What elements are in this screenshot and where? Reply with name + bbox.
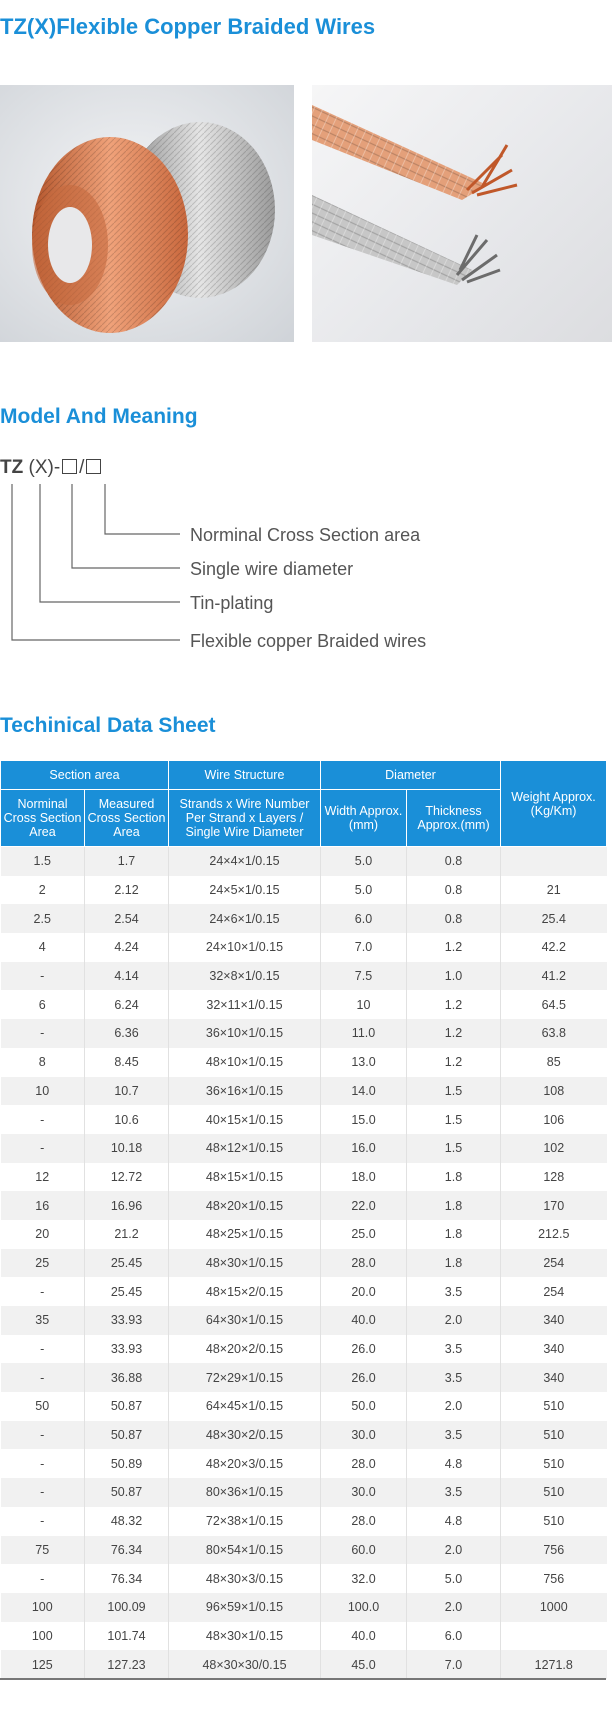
cell-weight: 1000 [501,1593,607,1622]
cell-measured-area: 16.96 [85,1191,169,1220]
table-row [1,1048,607,1077]
cell-width: 22.0 [321,1191,407,1220]
header-diameter: Diameter [321,761,501,790]
header-thickness: Thickness Approx.(mm) [407,790,501,847]
cell-measured-area: 21.2 [85,1220,169,1249]
table-row [1,1277,607,1306]
page-title: TZ(X)Flexible Copper Braided Wires [0,14,376,39]
table-row [1,904,607,933]
cell-thickness: 1.2 [407,933,501,962]
table-row [1,1105,607,1134]
cell-measured-area: 50.87 [85,1421,169,1450]
cell-wire-structure: 24×6×1/0.15 [169,904,321,933]
placeholder-box-wire-diameter [62,459,77,474]
table-row [1,1019,607,1048]
cell-measured-area: 1.7 [85,847,169,876]
cell-wire-structure: 48×30×1/0.15 [169,1622,321,1651]
cell-width: 15.0 [321,1105,407,1134]
cell-wire-structure: 80×54×1/0.15 [169,1536,321,1565]
cell-measured-area: 33.93 [85,1335,169,1364]
cell-wire-structure: 64×30×1/0.15 [169,1306,321,1335]
cell-wire-structure: 48×25×1/0.15 [169,1220,321,1249]
cell-width: 50.0 [321,1392,407,1421]
header-width: Width Approx.(mm) [321,790,407,847]
cell-wire-structure: 96×59×1/0.15 [169,1593,321,1622]
cell-measured-area: 10.6 [85,1105,169,1134]
cell-wire-structure: 48×20×1/0.15 [169,1191,321,1220]
technical-data-table [0,760,607,1679]
cell-wire-structure: 48×15×1/0.15 [169,1163,321,1192]
cell-width: 26.0 [321,1363,407,1392]
cell-thickness: 5.0 [407,1564,501,1593]
cell-nominal-area: - [1,1421,85,1450]
table-row [1,1163,607,1192]
cell-measured-area: 100.09 [85,1593,169,1622]
table-row [1,1191,607,1220]
table-bottom-rule [0,1678,606,1680]
cell-weight: 41.2 [501,962,607,991]
cell-measured-area: 2.12 [85,876,169,905]
cell-nominal-area: 1.5 [1,847,85,876]
cell-measured-area: 76.34 [85,1564,169,1593]
cell-thickness: 1.2 [407,990,501,1019]
table-row [1,990,607,1019]
table-row [1,1335,607,1364]
cell-measured-area: 101.74 [85,1622,169,1651]
cell-weight: 340 [501,1335,607,1364]
product-photo-strips [312,85,612,342]
header-nominal-area: Norminal Cross Section Area [1,790,85,847]
product-photo-rolls [0,85,294,342]
cell-thickness: 1.5 [407,1105,501,1134]
cell-measured-area: 10.18 [85,1134,169,1163]
cell-thickness: 1.2 [407,1048,501,1077]
table-row [1,1134,607,1163]
cell-weight: 64.5 [501,990,607,1019]
table-row [1,962,607,991]
cell-measured-area: 25.45 [85,1277,169,1306]
cell-width: 30.0 [321,1421,407,1450]
table-row [1,1622,607,1651]
cell-nominal-area: - [1,1134,85,1163]
cell-wire-structure: 32×11×1/0.15 [169,990,321,1019]
cell-width: 60.0 [321,1536,407,1565]
model-connector-lines [0,476,200,676]
cell-weight: 42.2 [501,933,607,962]
legend-wire-diameter: Single wire diameter [190,559,354,579]
cell-nominal-area: - [1,1105,85,1134]
cell-nominal-area: - [1,962,85,991]
cell-thickness: 1.0 [407,962,501,991]
cell-thickness: 3.5 [407,1277,501,1306]
cell-measured-area: 25.45 [85,1249,169,1278]
model-code-separator: / [79,457,85,478]
cell-weight: 212.5 [501,1220,607,1249]
cell-nominal-area: - [1,1335,85,1364]
cell-width: 40.0 [321,1306,407,1335]
cell-width: 7.5 [321,962,407,991]
cell-measured-area: 4.24 [85,933,169,962]
cell-thickness: 6.0 [407,1622,501,1651]
legend-nominal-area: Norminal Cross Section area [190,525,421,545]
cell-weight: 254 [501,1249,607,1278]
cell-thickness: 7.0 [407,1650,501,1679]
cell-measured-area: 33.93 [85,1306,169,1335]
cell-measured-area: 76.34 [85,1536,169,1565]
cell-weight: 510 [501,1421,607,1450]
cell-width: 28.0 [321,1249,407,1278]
braided-wire-strips-illustration [312,85,612,342]
table-row [1,1507,607,1536]
cell-measured-area: 6.24 [85,990,169,1019]
header-structure: Strands x Wire Number Per Strand x Layers / Single Wire Diameter [169,790,321,847]
cell-thickness: 1.8 [407,1163,501,1192]
cell-nominal-area: 2 [1,876,85,905]
cell-thickness: 4.8 [407,1507,501,1536]
cell-nominal-area: 50 [1,1392,85,1421]
table-row [1,1220,607,1249]
cell-nominal-area: - [1,1363,85,1392]
cell-thickness: 3.5 [407,1363,501,1392]
cell-nominal-area: 100 [1,1593,85,1622]
cell-nominal-area: - [1,1277,85,1306]
cell-nominal-area: 10 [1,1077,85,1106]
table-row [1,933,607,962]
cell-thickness: 2.0 [407,1593,501,1622]
cell-wire-structure: 48×30×1/0.15 [169,1249,321,1278]
cell-weight: 106 [501,1105,607,1134]
cell-width: 20.0 [321,1277,407,1306]
cell-wire-structure: 72×38×1/0.15 [169,1507,321,1536]
cell-wire-structure: 64×45×1/0.15 [169,1392,321,1421]
legend-braided-wires: Flexible copper Braided wires [190,631,427,651]
cell-width: 11.0 [321,1019,407,1048]
cell-thickness: 4.8 [407,1449,501,1478]
cell-nominal-area: 16 [1,1191,85,1220]
cell-nominal-area: 2.5 [1,904,85,933]
cell-wire-structure: 48×20×2/0.15 [169,1335,321,1364]
cell-width: 32.0 [321,1564,407,1593]
cell-wire-structure: 48×30×30/0.15 [169,1650,321,1679]
table-row [1,847,607,876]
cell-weight: 85 [501,1048,607,1077]
cell-thickness: 1.5 [407,1134,501,1163]
cell-wire-structure: 48×12×1/0.15 [169,1134,321,1163]
cell-wire-structure: 24×5×1/0.15 [169,876,321,905]
cell-nominal-area: - [1,1478,85,1507]
cell-width: 6.0 [321,904,407,933]
cell-measured-area: 50.89 [85,1449,169,1478]
cell-weight: 21 [501,876,607,905]
cell-thickness: 1.2 [407,1019,501,1048]
table-row [1,1536,607,1565]
cell-nominal-area: 8 [1,1048,85,1077]
cell-width: 100.0 [321,1593,407,1622]
cell-nominal-area: 25 [1,1249,85,1278]
cell-weight: 108 [501,1077,607,1106]
cell-width: 28.0 [321,1507,407,1536]
table-row [1,1421,607,1450]
cell-width: 45.0 [321,1650,407,1679]
table-row [1,1392,607,1421]
cell-thickness: 1.8 [407,1220,501,1249]
cell-nominal-area: 20 [1,1220,85,1249]
cell-weight: 756 [501,1564,607,1593]
model-section-heading: Model And Meaning [0,405,198,428]
cell-thickness: 2.0 [407,1306,501,1335]
cell-width: 13.0 [321,1048,407,1077]
cell-thickness: 0.8 [407,904,501,933]
cell-nominal-area: - [1,1564,85,1593]
table-row [1,1306,607,1335]
cell-weight: 510 [501,1478,607,1507]
cell-weight: 128 [501,1163,607,1192]
cell-width: 5.0 [321,876,407,905]
cell-weight: 510 [501,1392,607,1421]
cell-wire-structure: 80×36×1/0.15 [169,1478,321,1507]
cell-weight: 25.4 [501,904,607,933]
cell-weight: 1271.8 [501,1650,607,1679]
cell-width: 14.0 [321,1077,407,1106]
table-row [1,876,607,905]
braided-wire-rolls-illustration [0,85,294,342]
cell-measured-area: 8.45 [85,1048,169,1077]
cell-weight: 63.8 [501,1019,607,1048]
cell-wire-structure: 48×15×2/0.15 [169,1277,321,1306]
table-row [1,1449,607,1478]
table-row [1,1249,607,1278]
cell-nominal-area: - [1,1019,85,1048]
cell-width: 10 [321,990,407,1019]
table-row [1,1593,607,1622]
cell-nominal-area: 75 [1,1536,85,1565]
cell-weight: 340 [501,1363,607,1392]
cell-width: 30.0 [321,1478,407,1507]
cell-weight: 510 [501,1507,607,1536]
header-weight: Weight Approx. (Kg/Km) [501,761,607,847]
model-code-mid: (X)- [28,457,61,478]
cell-weight: 340 [501,1306,607,1335]
cell-width: 5.0 [321,847,407,876]
cell-thickness: 3.5 [407,1335,501,1364]
cell-weight [501,847,607,876]
cell-wire-structure: 48×30×2/0.15 [169,1421,321,1450]
cell-thickness: 2.0 [407,1392,501,1421]
datasheet-heading: Techinical Data Sheet [0,714,216,737]
cell-weight: 510 [501,1449,607,1478]
cell-measured-area: 36.88 [85,1363,169,1392]
cell-weight: 254 [501,1277,607,1306]
cell-weight: 102 [501,1134,607,1163]
cell-thickness: 1.8 [407,1191,501,1220]
cell-measured-area: 12.72 [85,1163,169,1192]
cell-nominal-area: 125 [1,1650,85,1679]
cell-width: 16.0 [321,1134,407,1163]
model-code-prefix: TZ [0,457,24,478]
cell-wire-structure: 24×4×1/0.15 [169,847,321,876]
cell-wire-structure: 36×16×1/0.15 [169,1077,321,1106]
cell-width: 40.0 [321,1622,407,1651]
cell-nominal-area: 6 [1,990,85,1019]
cell-width: 28.0 [321,1449,407,1478]
cell-measured-area: 2.54 [85,904,169,933]
table-row [1,1363,607,1392]
header-measured-area: Measured Cross Section Area [85,790,169,847]
cell-nominal-area: 100 [1,1622,85,1651]
cell-thickness: 0.8 [407,847,501,876]
header-section-area: Section area [1,761,169,790]
table-row [1,1650,607,1679]
cell-measured-area: 10.7 [85,1077,169,1106]
cell-wire-structure: 24×10×1/0.15 [169,933,321,962]
cell-nominal-area: - [1,1449,85,1478]
cell-wire-structure: 48×20×3/0.15 [169,1449,321,1478]
cell-weight: 170 [501,1191,607,1220]
cell-wire-structure: 48×30×3/0.15 [169,1564,321,1593]
cell-weight [501,1622,607,1651]
table-body [1,847,607,1679]
cell-wire-structure: 48×10×1/0.15 [169,1048,321,1077]
cell-thickness: 3.5 [407,1421,501,1450]
cell-thickness: 2.0 [407,1536,501,1565]
cell-measured-area: 50.87 [85,1392,169,1421]
cell-measured-area: 48.32 [85,1507,169,1536]
header-wire-structure: Wire Structure [169,761,321,790]
cell-measured-area: 50.87 [85,1478,169,1507]
cell-weight: 756 [501,1536,607,1565]
cell-nominal-area: - [1,1507,85,1536]
cell-nominal-area: 12 [1,1163,85,1192]
cell-wire-structure: 40×15×1/0.15 [169,1105,321,1134]
cell-wire-structure: 32×8×1/0.15 [169,962,321,991]
legend-tin-plating: Tin-plating [190,593,274,613]
cell-wire-structure: 72×29×1/0.15 [169,1363,321,1392]
cell-thickness: 1.5 [407,1077,501,1106]
placeholder-box-section-area [86,459,101,474]
cell-width: 7.0 [321,933,407,962]
cell-measured-area: 6.36 [85,1019,169,1048]
cell-measured-area: 127.23 [85,1650,169,1679]
table-row [1,1077,607,1106]
cell-width: 25.0 [321,1220,407,1249]
cell-thickness: 1.8 [407,1249,501,1278]
cell-nominal-area: 35 [1,1306,85,1335]
cell-width: 26.0 [321,1335,407,1364]
table-row [1,1478,607,1507]
cell-width: 18.0 [321,1163,407,1192]
cell-nominal-area: 4 [1,933,85,962]
cell-wire-structure: 36×10×1/0.15 [169,1019,321,1048]
cell-measured-area: 4.14 [85,962,169,991]
cell-thickness: 3.5 [407,1478,501,1507]
cell-thickness: 0.8 [407,876,501,905]
table-row [1,1564,607,1593]
